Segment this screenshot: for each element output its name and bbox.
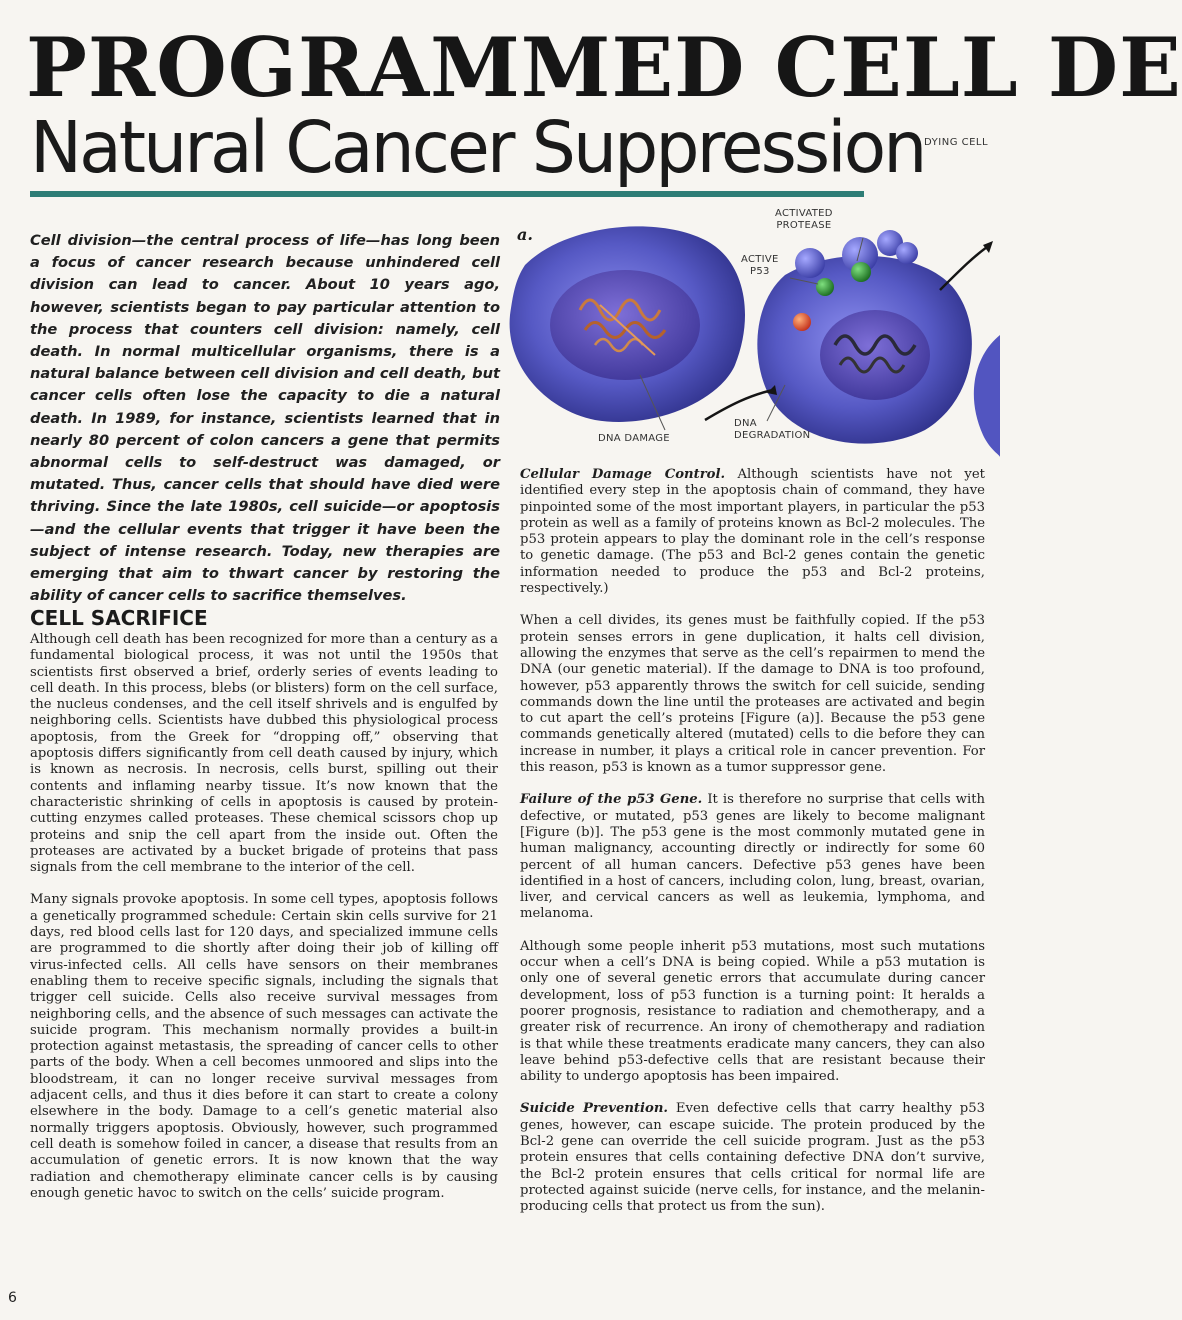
- label-dna-degradation: [734, 418, 810, 442]
- run-in-heading: Cellular Damage Control.: [520, 467, 726, 482]
- page-subtitle: Natural Cancer Suppression: [30, 106, 925, 189]
- paragraph: Although some people inherit p53 mutations, most such mutations occur when a cell’s DNA is being copied. While a p53 mutation is only one of several genetic errors that accumulate during cancer development, loss of p53 function is a turning point: It heralds a poorer prognosis, resistance to radiation and chemotherapy, and a greater risk of recurrence. An irony of chemotherapy and radiation is that while these treatments eradicate many cancers, they can also leave behind p53-defective cells that are resistant because their ability to undergo apoptosis has been impaired.: [520, 938, 985, 1085]
- page-number: 6: [8, 1290, 17, 1306]
- paragraph: When a cell divides, its genes must be faithfully copied. If the p53 protein senses errors in gene duplication, it halts cell division, allowing the enzymes that serve as the cell’s repairmen to mend the DNA (our genetic material). If the damage to DNA is too profound, however, p53 apparently throws the switch for cell suicide, sending commands down the line until the proteases are activated and begin to cut apart the cell’s proteins [Figure (a)]. Because the p53 gene commands genetically altered (mutated) cells to die before they can increase in number, it plays a critical role in cancer prevention. For this reason, p53 is known as a tumor suppressor gene.: [520, 613, 985, 776]
- left-column: [30, 632, 498, 1218]
- intro-paragraph: Cell division—the central process of life—has long been a focus of cancer research because unhindered cell division can lead to cancer. About 10 years ago, however, scientists began to pay particular attention to the process that counters cell division: namely, cell death. In normal multicellular organisms, there is a natural balance between cell division and cell death, but cancer cells often lose the capacity to die a natural death. In 1989, for instance, scientists learned that in nearly 80 percent of colon cancers a gene that permits abnormal cells to self-destruct was damaged, or mutated. Thus, cancer cells that should have died were thriving. Since the late 1980s, cell suicide—or apoptosis—and the cellular events that trigger it have been the subject of intense research. Today, new therapies are emerging that aim to thwart cancer by restoring the ability of cancer cells to sacrifice themselves.: [30, 232, 500, 605]
- dying-nucleus: [820, 310, 930, 400]
- label-line: ACTIVATED: [775, 208, 833, 219]
- paragraph-text: Although scientists have not yet identified every step in the apoptosis chain of command, they have pinpointed some of the most important players, in particular the p53 protein as well as a family of proteins known as Bcl-2 molecules. The p53 protein appears to play the dominant role in the cell’s response to genetic damage. (The p53 and Bcl-2 genes contain the genetic information needed to produce the p53 and Bcl-2 proteins, respectively.): [520, 467, 985, 597]
- label-line: DNA: [734, 418, 757, 429]
- intro-text: [30, 230, 500, 607]
- label-activated-protease: [775, 208, 833, 232]
- paragraph: Many signals provoke apoptosis. In some cell types, apoptosis follows a genetically programmed schedule: Certain skin cells survive for 21 days, red blood cells last for 120 days, and specialized immune cells are programmed to die shortly after doing their job of killing off virus-infected cells. All cells have sensors on their membranes enabling them to receive specific signals, including the signals that trigger cell suicide. Cells also receive survival messages from neighboring cells, and the absence of such messages can activate the suicide program. This mechanism normally provides a built-in protection against metastasis, the spreading of cancer cells to other parts of the body. When a cell becomes unmoored and slips into the bloodstream, it can no longer receive survival messages from adjacent cells, and thus it dies before it can start to create a colony elsewhere in the body. Damage to a cell’s genetic material also normally triggers apoptosis. Obviously, however, such programmed cell death is somehow foiled in cancer, a disease that results from an accumulation of genetic errors. It is now known that the way radiation and chemotherapy eliminate cancer cells is by causing enough genetic havoc to switch on the cells’ suicide program.: [30, 892, 498, 1201]
- protease-sphere: [851, 262, 871, 282]
- bleb: [896, 242, 918, 264]
- label-line: DEGRADATION: [734, 430, 811, 441]
- run-in-heading: Failure of the p53 Gene.: [520, 792, 703, 808]
- page-title: PROGRAMMED CELL DE: [26, 21, 1182, 116]
- p53-sphere: [816, 278, 834, 296]
- paragraph: [520, 792, 985, 922]
- red-sphere: [793, 313, 811, 331]
- label-line: ACTIVE: [741, 254, 779, 265]
- figure-a: [505, 195, 1000, 460]
- label-line: PROTEASE: [776, 220, 832, 231]
- run-in-heading: Suicide Prevention.: [520, 1101, 669, 1117]
- paragraph: [520, 467, 985, 597]
- paragraph-text: It is therefore no surprise that cells with defective, or mutated, p53 genes are likely to become malignant [Figure (b)]. The p53 gene is the most commonly mutated gene in human malignancy, accounting directly or indirectly for some 60 percent of all human cancers. Defective p53 genes have been identified in a host of cancers, including colon, lung, breast, ovarian, liver, and cervical cancers as well as leukemia, lymphoma, and melanoma.: [520, 792, 985, 922]
- label-dna-damage: DNA DAMAGE: [598, 433, 670, 444]
- right-column: [520, 467, 985, 1231]
- figure-letter: a.: [517, 225, 533, 244]
- label-active-p53: [741, 254, 779, 278]
- label-line: P53: [750, 266, 770, 277]
- paragraph-text: Even defective cells that carry healthy p53 genes, however, can escape suicide. The protein produced by the Bcl-2 gene can override the cell suicide program. Just as the p53 protein ensures that cells containing defective DNA don’t survive, the Bcl-2 protein ensures that cells critical for normal life are protected against suicide (nerve cells, for instance, and the melanin-producing cells that protect us from the sun).: [520, 1101, 985, 1215]
- dying-cell-label: DYING CELL: [924, 137, 989, 148]
- paragraph: [520, 1101, 985, 1215]
- paragraph: Although cell death has been recognized for more than a century as a fundamental biological process, it was not until the 1950s that scientists first observed a brief, orderly series of events leading to cell death. In this process, blebs (or blisters) form on the cell surface, the nucleus condenses, and the cell itself shrivels and is engulfed by neighboring cells. Scientists have dubbed this physiological process apoptosis, from the Greek for “dropping off,” observing that apoptosis differs significantly from cell death caused by injury, which is known as necrosis. In necrosis, cells burst, spilling out their contents and inflaming nearby tissue. It’s now known that the characteristic shrinking of cells in apoptosis is caused by protein-cutting enzymes called proteases. These chemical scissors chop up proteins and snip the cell apart from the inside out. Often the proteases are activated by a bucket brigade of proteins that pass signals from the cell membrane to the interior of the cell.: [30, 632, 498, 876]
- bleb: [795, 248, 825, 278]
- edge-cell-fragment: [974, 335, 1000, 457]
- healthy-nucleus: [550, 270, 700, 380]
- section-heading: CELL SACRIFICE: [30, 606, 208, 630]
